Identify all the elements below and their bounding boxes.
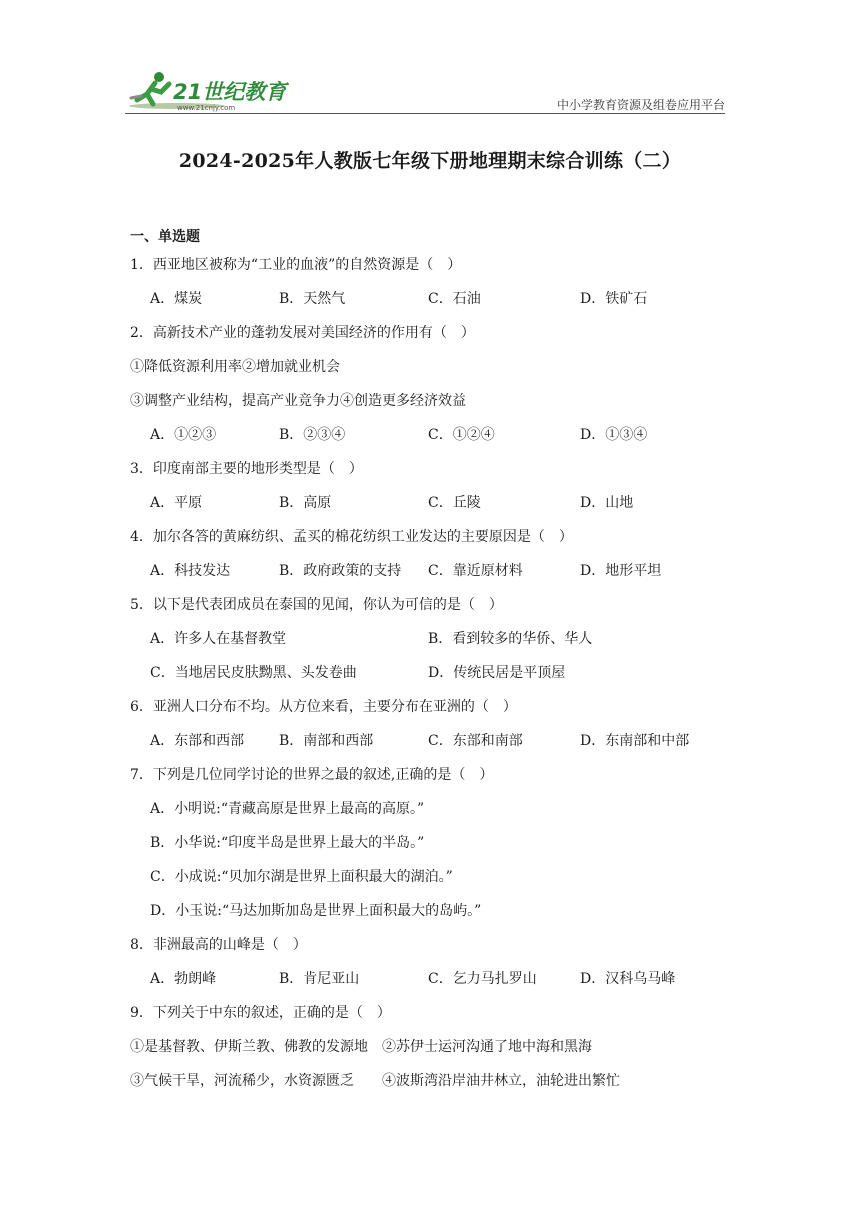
option-d[interactable]: D．东南部和中部 bbox=[580, 733, 690, 749]
option-b[interactable]: B．天然气 bbox=[279, 291, 346, 307]
question-9-stem: 9．下列关于中东的叙述，正确的是（ ） bbox=[130, 1005, 391, 1021]
option-c[interactable]: C．①②④ bbox=[428, 427, 495, 443]
option-b[interactable]: B．肯尼亚山 bbox=[279, 971, 360, 987]
question-7-stem: 7．下列是几位同学讨论的世界之最的叙述,正确的是（ ） bbox=[130, 767, 494, 783]
section-heading: 一、单选题 bbox=[130, 229, 200, 245]
question-2-statement-2: ③调整产业结构，提高产业竞争力④创造更多经济效益 bbox=[130, 393, 466, 409]
question-6-options bbox=[130, 724, 730, 758]
option-d[interactable]: D．山地 bbox=[580, 495, 634, 511]
option-a[interactable]: A．小明说:“青藏高原是世界上最高的高原。” bbox=[150, 801, 425, 817]
option-c[interactable]: C．靠近原材料 bbox=[428, 563, 523, 579]
option-d[interactable]: D．①③④ bbox=[580, 427, 648, 443]
option-b[interactable]: B．②③④ bbox=[279, 427, 346, 443]
option-c[interactable]: C．当地居民皮肤黝黑、头发卷曲 bbox=[150, 665, 357, 681]
option-a[interactable]: A．勃朗峰 bbox=[150, 971, 217, 987]
option-d[interactable]: D．小玉说:“马达加斯加岛是世界上面积最大的岛屿。” bbox=[150, 903, 482, 919]
option-a[interactable]: A．①②③ bbox=[150, 427, 217, 443]
option-d[interactable]: D．汉科乌马峰 bbox=[580, 971, 676, 987]
question-2-options bbox=[130, 418, 730, 452]
header-divider bbox=[125, 113, 725, 114]
option-d[interactable]: D．地形平坦 bbox=[580, 563, 662, 579]
question-5-options-row1 bbox=[130, 622, 730, 656]
question-2-statement-1: ①降低资源利用率②增加就业机会 bbox=[130, 359, 340, 375]
question-6-stem: 6．亚洲人口分布不均。从方位来看，主要分布在亚洲的（ ） bbox=[130, 699, 517, 715]
option-a[interactable]: A．许多人在基督教堂 bbox=[150, 631, 287, 647]
option-c[interactable]: C．小成说:“贝加尔湖是世界上面积最大的湖泊。” bbox=[150, 869, 453, 885]
question-9-statements-2: ③气候干旱，河流稀少，水资源匮乏 ④波斯湾沿岸油井林立，油轮进出繁忙 bbox=[130, 1073, 620, 1089]
option-a[interactable]: A．平原 bbox=[150, 495, 203, 511]
option-b[interactable]: B．看到较多的华侨、华人 bbox=[428, 631, 593, 647]
question-1-stem: 1．西亚地区被称为“工业的血液”的自然资源是（ ） bbox=[130, 257, 462, 273]
question-8-options bbox=[130, 962, 730, 996]
question-list bbox=[130, 226, 730, 1098]
page-title: 2024-2025年人教版七年级下册地理期末综合训练（二） bbox=[178, 150, 682, 172]
option-c[interactable]: C．乞力马扎罗山 bbox=[428, 971, 537, 987]
option-b[interactable]: B．小华说:“印度半岛是世界上最大的半岛。” bbox=[150, 835, 425, 851]
question-2-stem: 2．高新技术产业的蓬勃发展对美国经济的作用有（ ） bbox=[130, 325, 475, 341]
option-b[interactable]: B．南部和西部 bbox=[279, 733, 374, 749]
option-c[interactable]: C．丘陵 bbox=[428, 495, 481, 511]
question-3-stem: 3．印度南部主要的地形类型是（ ） bbox=[130, 461, 363, 477]
21cnjy-logo bbox=[125, 68, 295, 112]
page-header bbox=[125, 68, 725, 114]
option-a[interactable]: A．科技发达 bbox=[150, 563, 231, 579]
question-3-options bbox=[130, 486, 730, 520]
logo-text: 21世纪教育 bbox=[173, 80, 287, 104]
option-b[interactable]: B．高原 bbox=[279, 495, 332, 511]
option-c[interactable]: C．石油 bbox=[428, 291, 481, 307]
question-1-options bbox=[130, 282, 730, 316]
question-9-statements-1: ①是基督教、伊斯兰教、佛教的发源地 ②苏伊士运河沟通了地中海和黑海 bbox=[130, 1039, 592, 1055]
question-4-stem: 4．加尔各答的黄麻纺织、孟买的棉花纺织工业发达的主要原因是（ ） bbox=[130, 529, 573, 545]
question-8-stem: 8．非洲最高的山峰是（ ） bbox=[130, 937, 307, 953]
question-5-options-row2 bbox=[130, 656, 730, 690]
logo-url: www.21cnjy.com bbox=[177, 104, 236, 112]
option-a[interactable]: A．煤炭 bbox=[150, 291, 203, 307]
option-b[interactable]: B．政府政策的支持 bbox=[279, 563, 402, 579]
option-a[interactable]: A．东部和西部 bbox=[150, 733, 245, 749]
question-4-options bbox=[130, 554, 730, 588]
option-d[interactable]: D．铁矿石 bbox=[580, 291, 648, 307]
platform-label: 中小学教育资源及组卷应用平台 bbox=[556, 98, 725, 112]
option-c[interactable]: C．东部和南部 bbox=[428, 733, 523, 749]
question-5-stem: 5．以下是代表团成员在泰国的见闻，你认为可信的是（ ） bbox=[130, 597, 503, 613]
option-d[interactable]: D．传统民居是平顶屋 bbox=[428, 665, 566, 681]
